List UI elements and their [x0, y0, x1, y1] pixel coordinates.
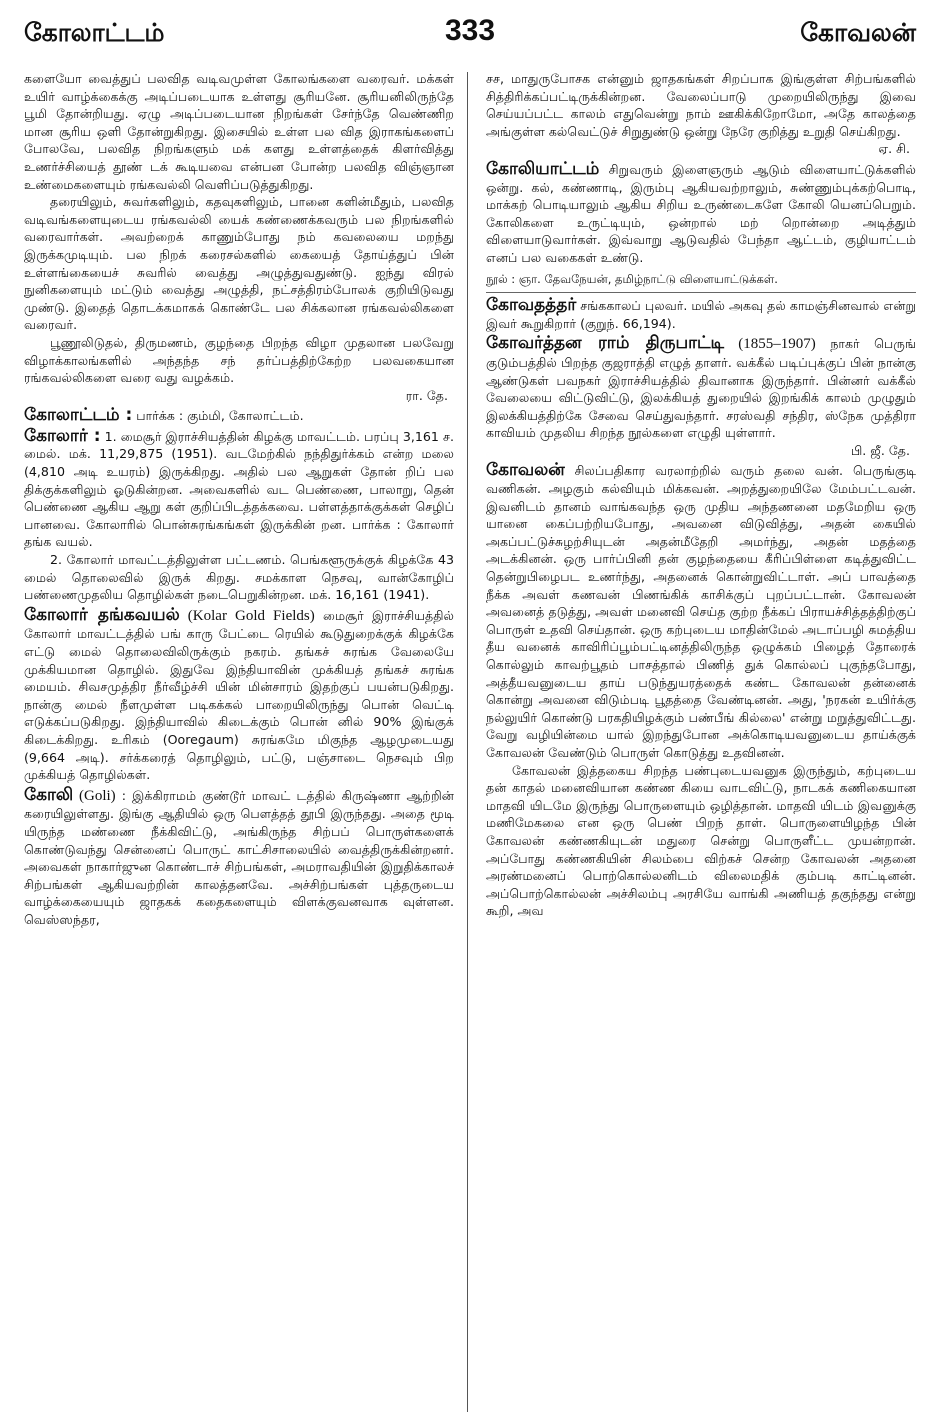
left-column [24, 70, 454, 1415]
entry-kolar [24, 425, 454, 551]
latin-name: (Goli) [73, 787, 116, 804]
headword: கோலாட்டம் : [24, 405, 133, 426]
entry-text: 1. மைசூர் இராச்சியத்தின் கிழக்கு மாவட்டம். பரப்பு 3,161 ச. மைல். மக். 11,29,875 (1951). வடமேற்கில் நந்திதுர்க்கம் என்ற மலை (4,810 அடி உயரம்) இருக்கிறது. அதில் பல ஆறுகள் தோன் றிப் பல திக்குக்களிலும் ஓடுகின்றன. அவைகளில் வட பெண்ணை, பாலாறு, தென் பெண்ணை ஆகிய ஆறு கள் குறிப்பிடத்தக்கவை. பள்ளத்தாக்குக்கள் செழிப் பானவை. கோலாரில் பொன்சுரங்கங்கள் இருக்கின் றன. பார்க்க : கோலார் தங்க வயல். [24, 428, 454, 550]
paragraph: 2. கோலார் மாவட்டத்திலுள்ள பட்டணம். பெங்களூருக்குக் கிழக்கே 43 மைல் தொலைவில் இருக் கிறது. சமக்காள நெசவு, வான்கோழிப் பண்ணைமுதலிய தொழில்கள் நடைபெறுகின்றன. மக். 16,161 (1941). [24, 552, 454, 603]
page-header [24, 14, 916, 64]
author-initials: பி. ஜீ. தே. [850, 442, 910, 458]
entry-text: : இக்கிராமம் குண்டூர் மாவட் டத்தில் கிருஷ்ணா ஆற்றின் கரையிலுள்ளது. இங்கு ஆதியில் ஒரு பௌத்தத் தூபி இருந்தது. அதை மூடி யிருந்த மண்ணை நீக்கிவிட்டு, அங்கிருந்த சிற்பப் பொருள்களைக் கொண்டுவந்து சென்னைப் பொருட் காட்சிசாலையில் வைத்திருக்கின்றனர். அவைகள் நாகார்ஜுன கொண்டாச் சிற்பங்கள், அமராவதியின் இறுதிக்காலச் சிற்பங்கள் ஆகியவற்றின் காலத்தனவே. அச்சிற்பங்கள் புத்தருடைய வாழ்க்கையையும் ஜாதகக் கதைகளையும் விளக்குவனவாக வுள்ளன. வெஸ்ஸந்தர, [24, 787, 454, 927]
headword: கோலார் : [24, 425, 101, 446]
paragraph: பூணூலிடுதல், திருமணம், குழந்தை பிறந்த விழா முதலான பலவேறு விழாக்காலங்களில் அந்தந்த சந் தர்ப்பத்திற்கேற்ற பலவகையான ரங்கவல்லிகளை வரை வது வழக்கம். [24, 334, 454, 386]
entry-kovalan [486, 462, 916, 761]
paragraph: கோவலன் இத்தகைய சிறந்த பண்புடையவனுக இருந்தும், கற்புடைய தன் காதல் மனைவியான கண்ண கியை வாடவிட்டு, நாடகக் கணிகையான மாதவி யிடமே இருந்து பொருளையும் ஒழித்தான். மாதவி யிடம் இவனுக்கு மணிமேகலை என ஒரு பெண் பிறந் தாள். பொருளையிழந்த பின் கோவலன் கண்ணகியுடன் மதுரை சென்று பொருளீட்ட முயன்றான். அப்போது கண்ணகியின் சிலம்பை விற்கச் சென்ற கோவலன் அதனை அரண்மனைப் பொற்கொல்லனிடம் விலைமதிக் கும்படி காட்டினன். அப்பொற்கொல்லன் அச்சிலம்பு அரசியே வாங்கி அணியத் தகுந்தது என்று கூறி, அவ [486, 762, 916, 919]
entry-text: சிலப்பதிகார வரலாற்றில் வரும் தலை வன். பெருங்குடி வணிகன். அழகும் கல்வியும் மிக்கவன். அறத்துறையிலே மேம்பட்டவன். இவனிடம் தானம் வாங்கவந்த ஒரு முதிய அந்தணனை மதமேறிய ஒரு யானை கைப்பற்றியபோது, அவனை விடுவித்து, அதன் கையில் அகப்பட்டுச்சுழற்சியுடன் அதன்மீதேறி அமர்ந்து, அதன் மதத்தை அடக்கினன். ஒரு பார்ப்பினி தன் குழந்தையை கீரிப்பிள்ளை கடித்துவிட்ட தென்றுபிழைபட உணர்ந்து, அதனைக் கொன்றுவிட்டாள். அப் பாவத்தை நீக்க அவள் கணவன் பிணங்கிக் காசிக்குப் புறப்பட்டான். கோவலன் அவனைத் தடுத்து, அவள் மனைவி செய்த குற்ற நீக்கப் பிராயச்சித்தத்திற்குப் பொருள் உதவி செய்தான். ஒரு கற்புடைய மாதின்மேல் அடாப்பழி சுமத்திய தீய வனைக் காவிரிப்பூம்பட்டினத்திலிருந்த ஒழுக்கம் பிழைத் தோரைக் கொல்லும் காவற்பூதம் பாசத்தால் பிணித் துக் கொல்லப் புகுந்தபோது, அத்தீயவனுடைய தாய் படுந்துயரத்தைக் கண்ட கோவலன் தன்னைக் கொன்று அவனை விடும்படி பூதத்தை வேண்டினன். அது, 'நரகன் உயிர்க்கு நல்லுயிர் கொண்டு பரகதியிழக்கும் பண்பீங் கில்லை' என்று மறுத்துவிட்டது. வேறு வழியின்மை யால் இறந்துபோன அக்கொடியவனுடைய தாய்க்குக் கோவலன் வேண்டும் பொருள் கொடுத்து உதவினன். [486, 463, 916, 760]
column-divider [467, 72, 468, 1412]
reference-note: நூல் : ஞா. தேவநேயன், தமிழ்நாட்டு விளையாட்டுக்கள். [486, 271, 916, 294]
entry-kolar-gold-fields [24, 604, 454, 784]
right-guide-word: கோவலன் [800, 18, 916, 47]
entry-goli [24, 784, 454, 929]
paragraph: சச, மாதுருபோசக என்னும் ஜாதகங்கள் சிறப்பாக இங்குள்ள சிற்பங்களில் சித்திரிக்கப்பட்டிருக்கின்றன. வேலைப்பாடு முறையிலிருந்து இவை செய்யப்பட்ட காலம் எதுவென்று நாம் ஊகிக்கிறோமோ, அதே காலத்தை அங்குள்ள கல்வெட்டுச் சிறுதுண்டு ஒன்று நேரே குறித்து உறுதி செய்கிறது. [486, 71, 916, 139]
headword: கோலி [24, 784, 74, 805]
entry-text: நாகர் பெருங் குடும்பத்தில் பிறந்த குஜராத்தி எழுத் தாளர். வக்கீல் படிப்புக்குப் பின் நான்கு ஆண்டுகள் பவநகர் இராச்சியத்தில் திவானாக இருந்தார். பின்னர் வக்கீல் வேலையை விட்டுவிட்டு, இலக்கியத் துறையில் இறங்கிக் காலம் முழுதும் இலக்கியத்திற்கே சேவை செய்துவந்தார். சரஸ்வதி சந்திர, ஸ்நேக முத்திரா காவியம் முதலிய சிறந்த நூல்களை எழுதி யுள்ளார். [486, 336, 916, 441]
entry-kolattam [24, 407, 454, 425]
headword: கோலியாட்டம் [486, 158, 600, 179]
entry-koliyattam [486, 158, 916, 267]
headword: கோலார் தங்கவயல் [24, 604, 180, 625]
dates: (1855–1907) [724, 336, 816, 353]
entry-text: சங்ககாலப் புலவர். மயில் அகவு தல் காமஞ்சினவால் என்று இவர் கூறுகிறார் (குறுந். 66,194). [486, 298, 916, 331]
left-guide-word: கோலாட்டம் [24, 18, 165, 47]
author-initials: ஏ. சி. [878, 141, 910, 157]
entry-govardhanram-tripathi [486, 335, 916, 442]
headword: கோவர்த்தன ராம் திருபாட்டி [486, 333, 725, 354]
paragraph: தரையிலும், சுவர்களிலும், கதவுகளிலும், பானை களின்மீதும், பலவித வடிவங்களையுடைய ரங்கவல்லி யைக் கண்ணைக்கவரும் பல நிறங்களில் வரைவார்கள். அவற்றைக் காணும்போது நம் கவலையை மறந்து இருக்கமுடியும். பல நிறக் கரைசல்களில் கையைத் தோய்த்துப் பின் உள்ளங்கையைச் சுவரில் வைத்து அழுத்துவதுண்டு. ஐந்து விரல் நுனிகளையும் மட்டும் வைத்து அழுத்தி, நட்சத்திரம்போலக் குறியிடுவது முண்டு. இதைத் தொடக்கமாகக் கொண்டே பல சிக்கலான ரங்கவல்லிகளை வரைவர். [24, 194, 454, 333]
paragraph: களையோ வைத்துப் பலவித வடிவமுள்ள கோலங்களை வரைவர். மக்கள் உயிர் வாழ்க்கைக்கு அடிப்படையாக உள்ளது சூரியனே. சூரியனிலிருந்தே பூமி தோன்றியது. ஏழு அடிப்படையான நிறங்கள் சேர்ந்தே வெண்ணிற மான சூரிய ஒளி தோன்றுகிறது. இசையில் உள்ள பல வித இராகங்களைப் போலவே, பலவித நிறங்களும் மக் களது உள்ளத்தைக் கிளர்வித்து உணர்ச்சியைத் தூண் டக் கூடியவை என்பன போன்ற பலவித விஞ்ஞான உண்மைகளையும் ரங்கவல்லி வெளிப்படுத்துகிறது. [24, 71, 454, 192]
headword: கோவதத்தர் [486, 295, 577, 316]
entry-text: பார்க்க : கும்மி, கோலாட்டம். [132, 408, 304, 424]
page-number: 333 [444, 14, 496, 47]
author-initials: ரா. தே. [405, 387, 448, 403]
latin-name: (Kolar Gold Fields) [179, 607, 315, 624]
headword: கோவலன் [486, 460, 565, 481]
entry-text: சிறுவரும் இளைஞரும் ஆடும் விளையாட்டுக்களில் ஒன்று. கல், கண்ணாடி, இரும்பு ஆகியவற்றாலும், சுண்ணும்புக்கற்பொடி, மாக்கற் பொடியாலும் ஆகிய சிறிய உருண்டைகளே கோலி யெனப்பெறும். கோலிகளை உருட்டியும், ஒன்றால் மற் றொன்றை அடித்தும் விளையாடுவார்கள். இவ்வாறு ஆடுவதில் பேந்தா ஆட்டம், குழியாட்டம் எனப் பல வகைகள் உண்டு. [486, 161, 916, 265]
entry-kovadattar [486, 297, 916, 332]
entry-text: மைசூர் இராச்சியத்தில் கோலார் மாவட்டத்தில் பங் காரு பேட்டை ரெயில் கூடுதுறைக்குக் கிழக்கே எட்டு மைல் தொலைவிலிருக்கும் நகரம். தங்கச் சுரங்க வேலையே முக்கியமான தொழில். இதுவே இந்தியாவின் முக்கியத் தங்கச் சுரங்க மையம். சிவசமுத்திர நீர்வீழ்ச்சி யின் மின்சாரம் இதற்குப் பயன்படுகிறது. நான்கு மைல் நீளமுள்ள படிகக்கல் பாறையிலிருந்து பொன் வெட்டி எடுக்கப்படுகிறது. இந்தியாவில் கிடைக்கும் பொன் னில் 90% இங்குக் கிடைக்கிறது. உரிகம் (Ooregaum) சுரங்கமே மிகுந்த ஆழமுடையது (9,664 அடி). சர்க்கரைத் தொழிலும், பட்டு, பஞ்சாடை நெசவும் பிற முக்கியத் தொழில்கள். [24, 607, 454, 783]
right-column [486, 70, 916, 1415]
